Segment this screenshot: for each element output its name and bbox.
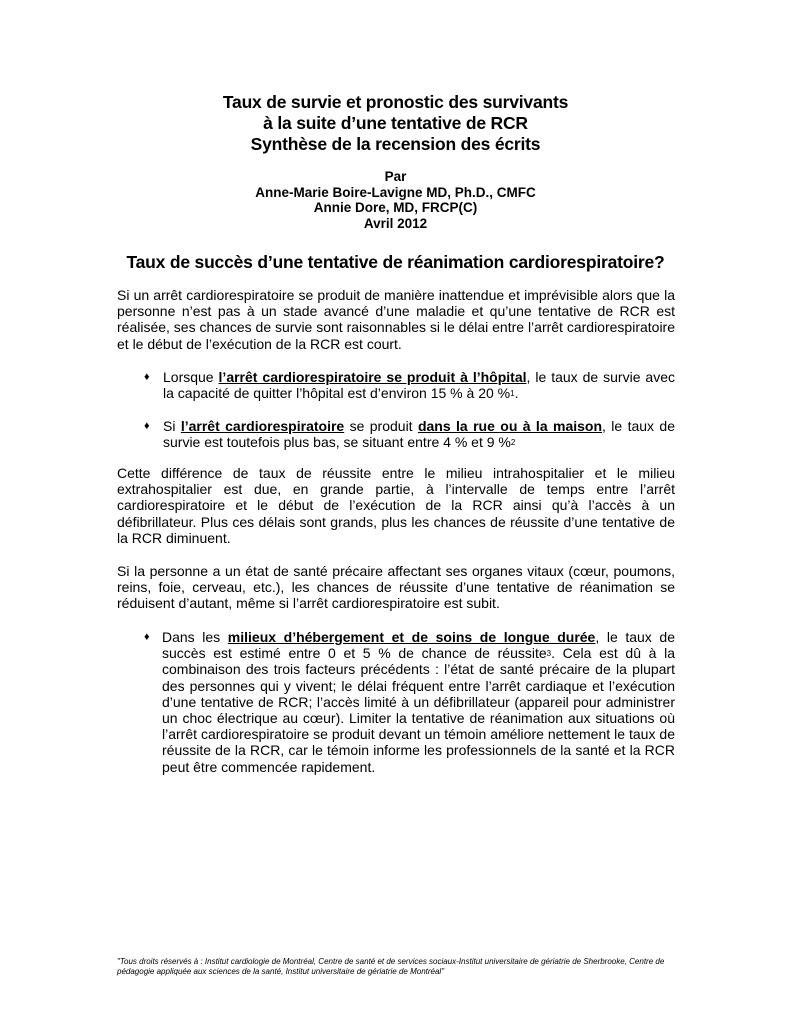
- document-title: [0, 92, 791, 155]
- bullet-3-marker: ♦: [144, 631, 150, 643]
- paragraph-3: Si la personne a un état de santé précaire affectant ses organes vitaux (cœur, poumons, reins, foie, cerveau, etc.), les chances de réussite d’une tentative de réanimation se réduisent d’autant, même si l’arrêt cardiorespiratoire est subit.: [117, 563, 675, 612]
- byline-date: Avril 2012: [363, 215, 428, 231]
- byline: [0, 169, 791, 231]
- copyright-footer: "Tous droits réservés à : Institut cardiologie de Montréal, Centre de santé et de services sociaux-Institut universitaire de gériatrie de Sherbrooke, Centre de pédagogie appliquée aux sciences de la santé, Institut universitaire de gériatrie de Montréal": [117, 957, 665, 976]
- bullet-3-pre: Dans les: [162, 629, 228, 645]
- bullet-3: [162, 629, 675, 775]
- byline-author-1: Anne-Marie Boire-Lavigne MD, Ph.D., CMFC: [255, 184, 536, 200]
- bullet-1-pre: Lorsque: [163, 369, 219, 385]
- bullet-3-emphasis: milieux d’hébergement et de soins de longue durée: [227, 629, 596, 645]
- bullet-3-footnote-ref: 3: [546, 649, 552, 659]
- bullet-1-footnote-ref: 1: [510, 389, 515, 399]
- bullet-2-emphasis-2: dans la rue ou à la maison: [417, 418, 603, 434]
- bullet-1-emphasis: l’arrêt cardiorespiratoire se produit à l’hôpital: [218, 369, 527, 385]
- bullet-2-emphasis-1: l’arrêt cardiorespiratoire: [180, 418, 345, 434]
- bullet-1-end: .: [514, 385, 519, 402]
- paragraph-2: Cette différence de taux de réussite entre le milieu intrahospitalier et le milieu extrahospitalier est due, en grande partie, à l’intervalle de temps entre l’arrêt cardiorespiratoire et le début de l’exécution de la RCR ainsi qu’à l’accès à un défibrillateur. Plus ces délais sont grands, plus les chances de réussite d’une tentative de la RCR diminuent.: [117, 465, 675, 546]
- paragraph-1: Si un arrêt cardiorespiratoire se produit de manière inattendue et imprévisible alors que la personne n’est pas à un stade avancé d’une maladie et qu’une tentative de RCR est réalisée, ses chances de survie sont raisonnables si le délai entre l’arrêt cardiorespiratoire et le début de l’exécution de la RCR est court.: [117, 287, 675, 352]
- bullet-2: [163, 418, 675, 450]
- bullet-1: [163, 369, 675, 401]
- title-line-1: Taux de survie et pronostic des survivants: [222, 92, 569, 112]
- byline-author-2: Annie Dore, MD, FRCP(C): [313, 200, 478, 215]
- bullet-3-post: , le taux de succès est estimé entre 0 et 5 % de chance de réussite: [162, 629, 675, 662]
- bullet-1-post: , le taux de survie avec la capacité de quitter l’hôpital est d’environ 15 % à 20 %: [163, 369, 675, 402]
- byline-par: Par: [384, 169, 407, 184]
- bullet-2-marker: ♦: [144, 420, 150, 432]
- bullet-1-marker: ♦: [144, 371, 150, 383]
- section-heading: Taux de succès d’une tentative de réanimation cardiorespiratoire?: [126, 252, 665, 272]
- bullet-3-end: . Cela est dû à la combinaison des trois facteurs précédents : l’état de santé précaire de la plupart des personnes qui y vivent; le délai fréquent entre l’arrêt cardiaque et l’exécution d’une tentative de RCR; l’accès limité à un défibrillateur (appareil pour administrer un choc électrique au cœur). Limiter la tentative de réanimation aux situations où l’arrêt cardiorespiratoire se produit devant un témoin améliore nettement le taux de réussite de la RCR, car le témoin informe les professionnels de la santé et la RCR peut être commencée rapidement.: [162, 645, 675, 775]
- bullet-2-post: , le taux de survie est toutefois plus bas, se situant entre 4 % et 9 %: [163, 418, 675, 451]
- title-line-3: Synthèse de la recension des écrits: [250, 134, 541, 154]
- bullet-2-mid: se produit: [344, 418, 418, 434]
- bullet-2-footnote-ref: 2: [510, 438, 516, 448]
- title-line-2: à la suite d’une tentative de RCR: [263, 113, 528, 133]
- bullet-2-pre: Si: [163, 418, 181, 434]
